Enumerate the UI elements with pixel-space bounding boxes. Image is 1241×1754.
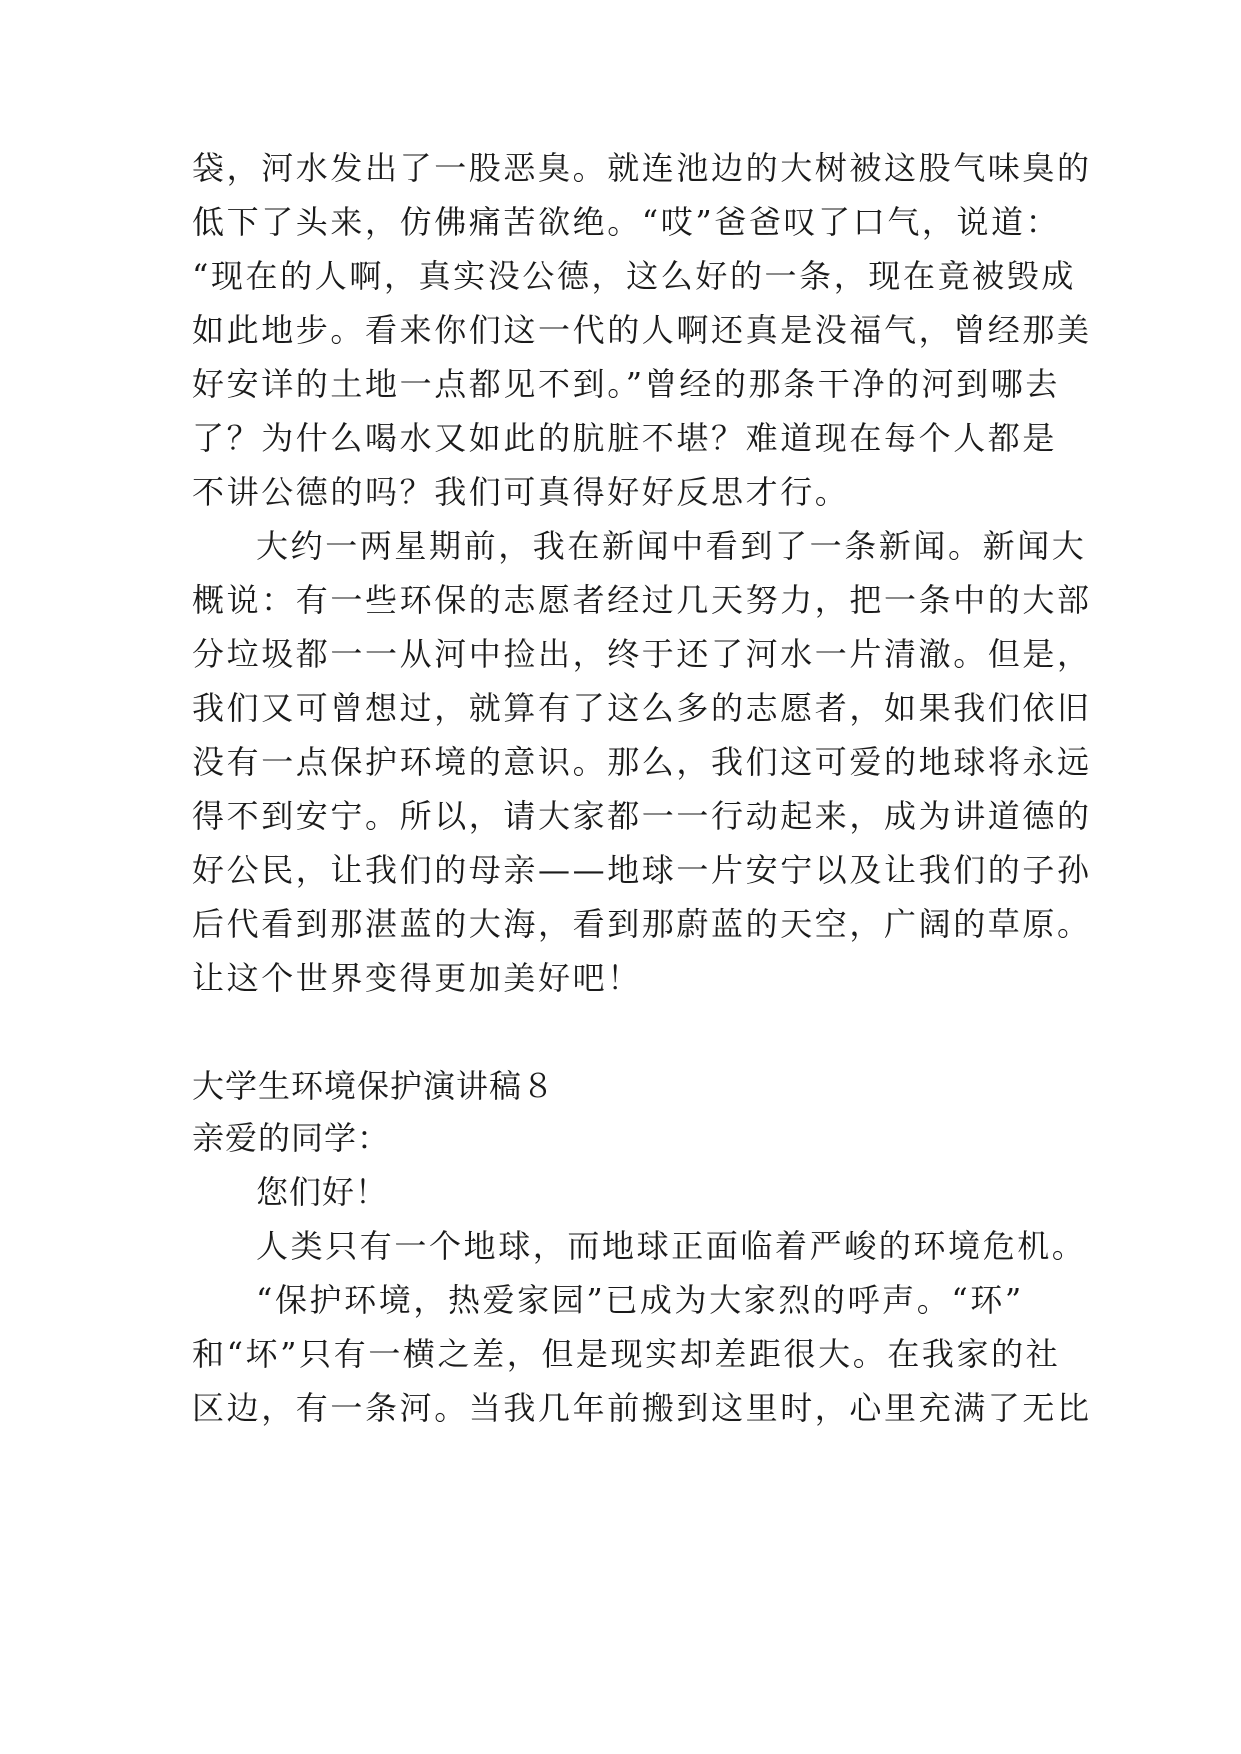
paragraph-line: 好安详的土地一点都见不到。”曾经的那条干净的河到哪去	[192, 365, 1060, 403]
paragraph-line: “保护环境，热爱家园”已成为大家烈的呼声。“环”	[256, 1281, 1024, 1319]
paragraph-line: 概说：有一些环保的志愿者经过几天努力，把一条中的大部	[192, 581, 1092, 619]
paragraph-line: 不讲公德的吗？我们可真得好好反思才行。	[192, 473, 850, 511]
paragraph-line: 后代看到那湛蓝的大海，看到那蔚蓝的天空，广阔的草原。	[192, 905, 1092, 943]
paragraph-line: 没有一点保护环境的意识。那么，我们这可爱的地球将永远	[192, 743, 1092, 781]
paragraph-line: 了？为什么喝水又如此的肮脏不堪？难道现在每个人都是	[192, 419, 1058, 457]
paragraph-line: 分垃圾都一一从河中捡出，终于还了河水一片清澈。但是，	[192, 635, 1092, 673]
greeting: 您们好！	[256, 1173, 389, 1211]
paragraph-line: 大约一两星期前，我在新闻中看到了一条新闻。新闻大	[256, 527, 1087, 565]
paragraph-line: 我们又可曾想过，就算有了这么多的志愿者，如果我们依旧	[192, 689, 1092, 727]
paragraph-line: 区边，有一条河。当我几年前搬到这里时，心里充满了无比	[192, 1389, 1092, 1427]
paragraph-line: 好公民，让我们的母亲——地球一片安宁以及让我们的子孙	[192, 851, 1092, 889]
paragraph-line: 人类只有一个地球，而地球正面临着严峻的环境危机。	[256, 1227, 1087, 1265]
salutation: 亲爱的同学：	[192, 1119, 391, 1157]
paragraph-line: “现在的人啊，真实没公德，这么好的一条，现在竟被毁成	[192, 257, 1076, 295]
paragraph-line: 低下了头来，仿佛痛苦欲绝。“哎”爸爸叹了口气，说道：	[192, 203, 1061, 241]
paragraph-line: 如此地步。看来你们这一代的人啊还真是没福气，曾经那美	[192, 311, 1092, 349]
paragraph-line: 袋，河水发出了一股恶臭。就连池边的大树被这股气味臭的	[192, 149, 1092, 187]
paragraph-line: 和“坏”只有一横之差，但是现实却差距很大。在我家的社	[192, 1335, 1061, 1373]
paragraph-line: 得不到安宁。所以，请大家都一一行动起来，成为讲道德的	[192, 797, 1092, 835]
section-title: 大学生环境保护演讲稿８	[192, 1067, 556, 1105]
paragraph-line: 让这个世界变得更加美好吧！	[192, 959, 642, 997]
